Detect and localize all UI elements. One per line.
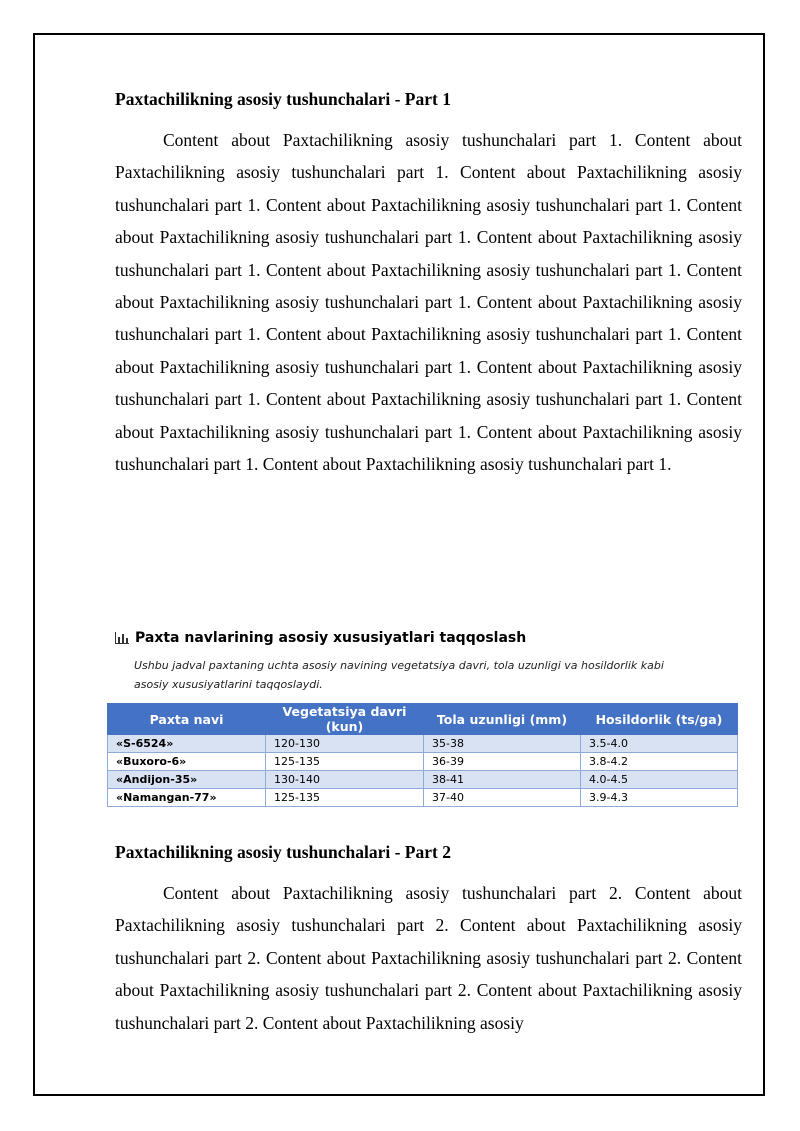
comparison-table bbox=[107, 703, 738, 807]
table-title-row bbox=[115, 630, 526, 646]
table-title: Paxta navlarining asosiy xususiyatlari taqqoslash bbox=[135, 630, 527, 646]
table-row bbox=[108, 771, 738, 789]
section-2 bbox=[115, 842, 742, 863]
section-1-paragraph: Content about Paxtachilikning asosiy tushunchalari part 1. Content about Paxtachilikning asosiy tushunchalari part 1. Content about Paxtachilikning asosiy tushunchalari part 1. Content about Paxtachilikning asosiy tushunchalari part 1. Content about Paxtachilikning asosiy tushunchalari part 1. Content about Paxtachilikning asosiy tushunchalari part 1. Content about Paxtachilikning asosiy tushunchalari part 1. Content about Paxtachilikning asosiy tushunchalari part 1. Content about Paxtachilikning asosiy tushunchalari part 1. Content about Paxtachilikning asosiy tushunchalari part 1. Content about Paxtachilikning asosiy tushunchalari part 1. Content about Paxtachilikning asosiy tushunchalari part 1. Content about Paxtachilikning asosiy tushunchalari part 1. Content about Paxtachilikning asosiy tushunchalari part 1. Content about Paxtachilikning asosiy tushunchalari part 1. Content about Paxtachilikning asosiy tushunchalari part 1. bbox=[115, 130, 742, 475]
table-cell: 130-140 bbox=[266, 771, 424, 789]
section-1-body bbox=[115, 124, 742, 480]
table-cell: 38-41 bbox=[424, 771, 581, 789]
table-header-cell: Tola uzunligi (mm) bbox=[424, 704, 581, 735]
table-cell-variety: «Andijon-35» bbox=[108, 771, 266, 789]
table-cell: 3.9-4.3 bbox=[581, 789, 738, 807]
table-cell: 35-38 bbox=[424, 735, 581, 753]
table-cell: 4.0-4.5 bbox=[581, 771, 738, 789]
table-cell: 37-40 bbox=[424, 789, 581, 807]
table-header-cell: Paxta navi bbox=[108, 704, 266, 735]
table-header-row bbox=[108, 704, 738, 735]
table-cell-variety: «S-6524» bbox=[108, 735, 266, 753]
table-cell: 3.8-4.2 bbox=[581, 753, 738, 771]
table-cell: 3.5-4.0 bbox=[581, 735, 738, 753]
table-description: Ushbu jadval paxtaning uchta asosiy navining vegetatsiya davri, tola uzunligi va hosildorlik kabi asosiy xususiyatlarini taqqoslaydi. bbox=[134, 659, 664, 691]
table-row bbox=[108, 753, 738, 771]
table-cell: 125-135 bbox=[266, 753, 424, 771]
section-2-paragraph: Content about Paxtachilikning asosiy tushunchalari part 2. Content about Paxtachilikning asosiy tushunchalari part 2. Content about Paxtachilikning asosiy tushunchalari part 2. Content about Paxtachilikning asosiy tushunchalari part 2. Content about Paxtachilikning asosiy tushunchalari part 2. Content about Paxtachilikning asosiy tushunchalari part 2. Content about Paxtachilikning asosiy bbox=[115, 883, 742, 1033]
table-cell: 125-135 bbox=[266, 789, 424, 807]
section-2-heading: Paxtachilikning asosiy tushunchalari - Part 2 bbox=[115, 842, 451, 862]
table-cell: 36-39 bbox=[424, 753, 581, 771]
table-row bbox=[108, 735, 738, 753]
section-1 bbox=[115, 89, 742, 110]
table-cell-variety: «Namangan-77» bbox=[108, 789, 266, 807]
section-1-heading: Paxtachilikning asosiy tushunchalari - Part 1 bbox=[115, 89, 451, 109]
table-cell-variety: «Buxoro-6» bbox=[108, 753, 266, 771]
table-row bbox=[108, 789, 738, 807]
table-cell: 120-130 bbox=[266, 735, 424, 753]
comparison-table-wrap bbox=[107, 703, 738, 807]
table-description-block bbox=[115, 656, 694, 694]
section-2-body bbox=[115, 877, 742, 1039]
bar-chart-icon bbox=[115, 632, 129, 644]
table-header-cell: Hosildorlik (ts/ga) bbox=[581, 704, 738, 735]
table-caption bbox=[115, 630, 526, 646]
table-header-cell: Vegetatsiya davri (kun) bbox=[266, 704, 424, 735]
